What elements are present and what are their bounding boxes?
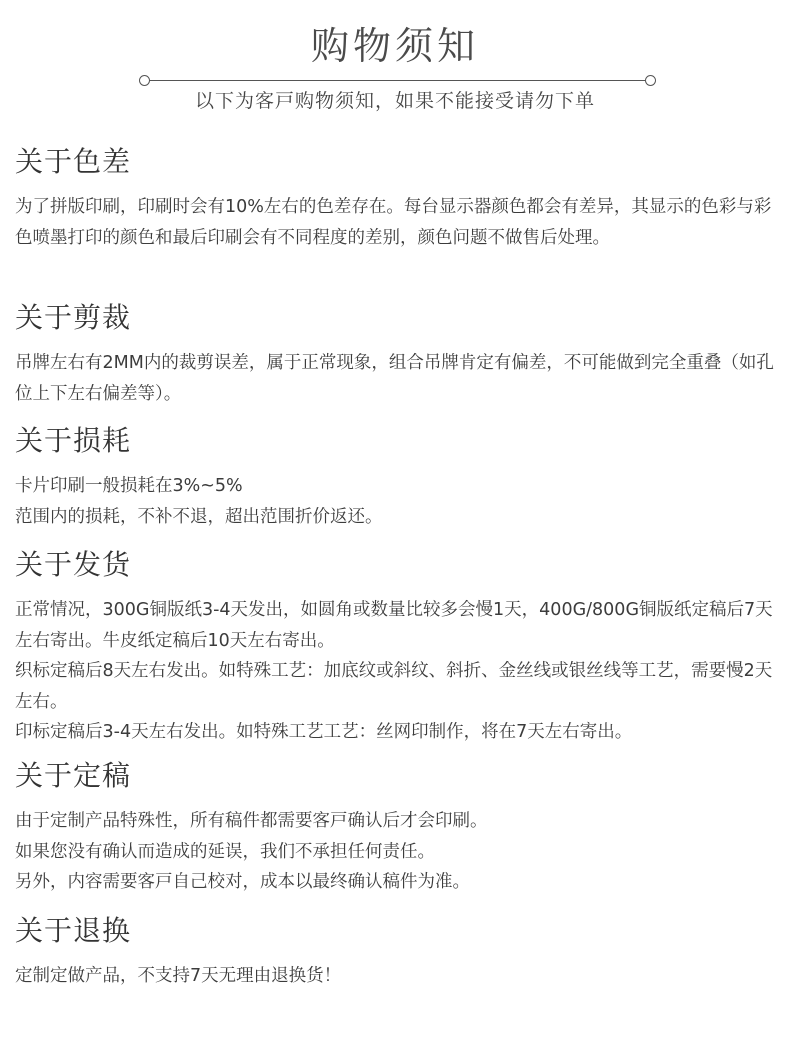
section-paragraph: 定制定做产品，不支持7天无理由退换货！ [15,966,342,986]
section-cutting [15,298,780,409]
section-paragraph: 印标定稿后3-4天左右发出。如特殊工艺工艺：丝网印制作，将在7天左右寄出。 [15,722,633,742]
divider-left-circle [139,75,150,86]
section-returns [15,911,780,992]
section-final-draft [15,756,780,898]
section-title: 关于发货 [15,548,132,581]
page-subtitle: 以下为客戸购物须知，如果不能接受请勿下单 [194,90,595,112]
page-header [0,0,790,120]
section-title: 关于损耗 [15,424,132,457]
section-color-difference [15,142,780,253]
section-paragraph: 范围内的损耗，不补不退，超出范围折价返还。 [15,506,383,527]
section-paragraph: 正常情况，300G铜版纸3-4天发出，如圆角或数量比较多会慢1天，400G/800G铜版纸定稿后7天左右寄出。牛皮纸定稿后10天左右寄出。 [15,600,773,651]
section-title: 关于定稿 [15,759,132,792]
title-divider [149,80,645,81]
section-title: 关于退换 [15,914,132,947]
section-loss [15,421,780,532]
section-paragraph: 织标定稿后8天左右发出。如特殊工艺：加底纹或斜纹、斜折、金丝线或银丝线等工艺，需要慢2天左右。 [15,661,773,712]
divider-right-circle [645,75,656,86]
section-paragraph: 卡片印刷一般损耗在3%~5% [15,476,243,496]
section-paragraph: 为了拼版印刷，印刷时会有10%左右的色差存在。每台显示器颜色都会有差异，其显示的色彩与彩色喷墨打印的颜色和最后印刷会有不同程度的差别，颜色问题不做售后处理。 [15,197,772,248]
section-shipping [15,545,780,748]
section-title: 关于剪裁 [15,301,132,334]
page-title: 购物须知 [310,24,479,68]
section-paragraph: 吊牌左右有2MM内的裁剪误差，属于正常现象，组合吊牌肯定有偏差，不可能做到完全重叠（如孔位上下左右偏差等）。 [15,353,774,404]
section-paragraph: 另外，内容需要客戸自己校对，成本以最终确认稿件为准。 [15,872,470,892]
section-title: 关于色差 [15,145,132,178]
section-paragraph: 如果您没有确认而造成的延误，我们不承担任何责任。 [15,841,435,862]
section-paragraph: 由于定制产品特殊性，所有稿件都需要客戸确认后才会印刷。 [15,811,488,831]
